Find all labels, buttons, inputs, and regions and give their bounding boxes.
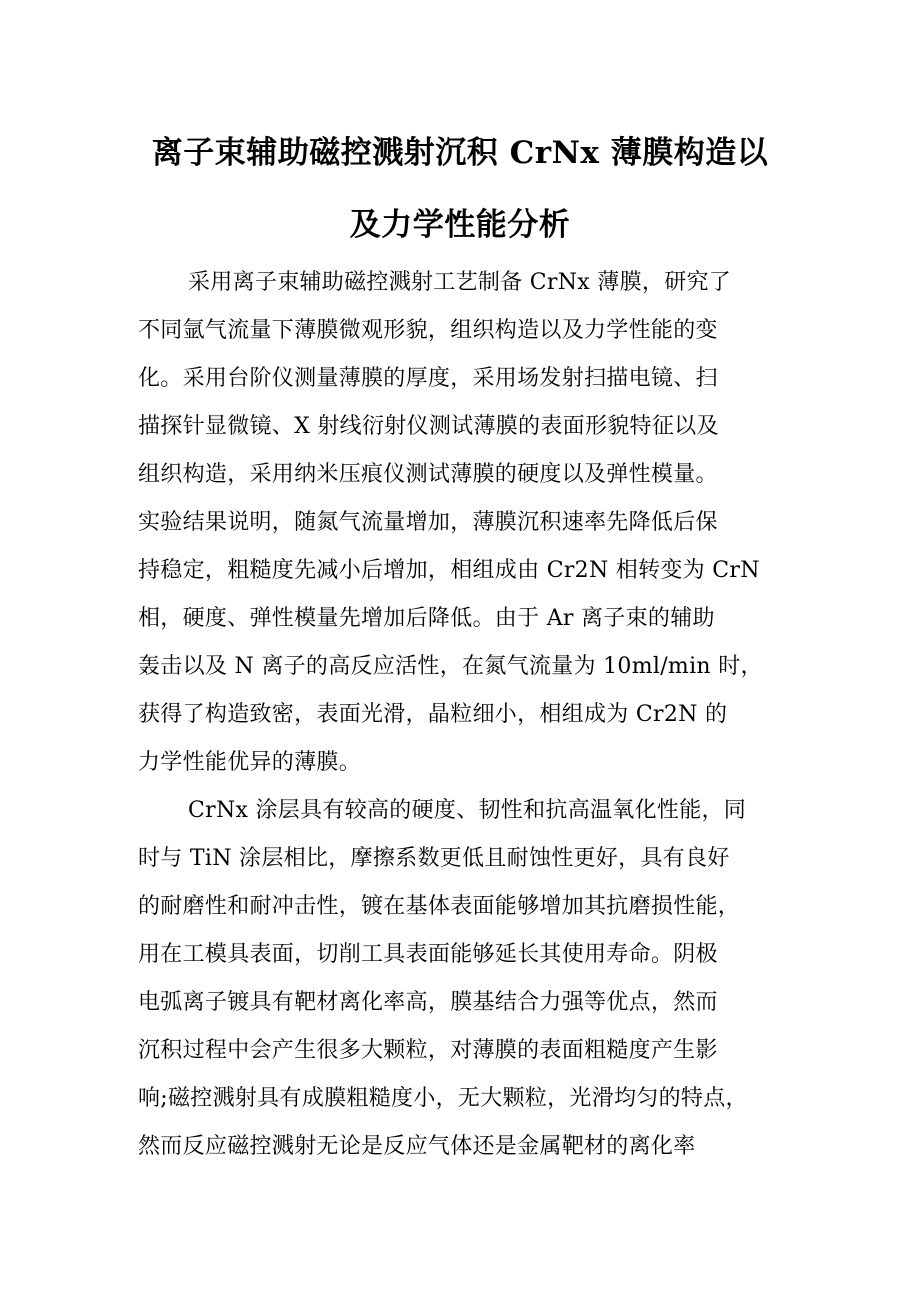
- text-line: 响;磁控溅射具有成膜粗糙度小，无大颗粒，光滑均匀的特点，: [138, 1086, 748, 1111]
- text-line: 相，硬度、弹性模量先增加后降低。由于 Ar 离子束的辅助: [138, 606, 715, 631]
- text-line: 组织构造，采用纳米压痕仪测试薄膜的硬度以及弹性模量。: [138, 462, 718, 487]
- text-line: 用在工模具表面，切削工具表面能够延长其使用寿命。阴极: [138, 942, 718, 967]
- text-line: 时与 TiN 涂层相比，摩擦系数更低且耐蚀性更好，具有良好: [138, 846, 730, 871]
- text-line: 采用离子束辅助磁控溅射工艺制备 CrNx 薄膜，研究了: [188, 270, 732, 295]
- text-line: 沉积过程中会产生很多大颗粒，对薄膜的表面粗糙度产生影: [138, 1038, 718, 1063]
- text-line: 的耐磨性和耐冲击性，镀在基体表面能够增加其抗磨损性能，: [138, 894, 741, 919]
- text-line: 持稳定，粗糙度先减小后增加，相组成由 Cr2N 相转变为 CrN: [138, 558, 760, 583]
- text-line: 化。采用台阶仪测量薄膜的厚度，采用场发射扫描电镜、扫: [138, 366, 718, 391]
- text-line: 电弧离子镀具有靶材离化率高，膜基结合力强等优点，然而: [138, 990, 718, 1015]
- document-title-line-2: 及力学性能分析: [349, 207, 571, 243]
- text-line: 力学性能优异的薄膜。: [138, 750, 362, 775]
- text-line: 描探针显微镜、X 射线衍射仪测试薄膜的表面形貌特征以及: [138, 414, 719, 439]
- text-line: CrNx 涂层具有较高的硬度、韧性和抗高温氧化性能，同: [188, 798, 747, 823]
- text-line: 然而反应磁控溅射无论是反应气体还是金属靶材的离化率: [138, 1134, 696, 1159]
- text-line: 不同氩气流量下薄膜微观形貌，组织构造以及力学性能的变: [138, 318, 718, 343]
- document-title-line-1: 离子束辅助磁控溅射沉积 CrNx 薄膜构造以: [151, 135, 769, 171]
- text-line: 实验结果说明，随氮气流量增加，薄膜沉积速率先降低后保: [138, 510, 718, 535]
- text-line: 轰击以及 N 离子的高反应活性，在氮气流量为 10ml/min 时，: [138, 654, 763, 679]
- text-line: 获得了构造致密，表面光滑，晶粒细小，相组成为 Cr2N 的: [138, 702, 728, 727]
